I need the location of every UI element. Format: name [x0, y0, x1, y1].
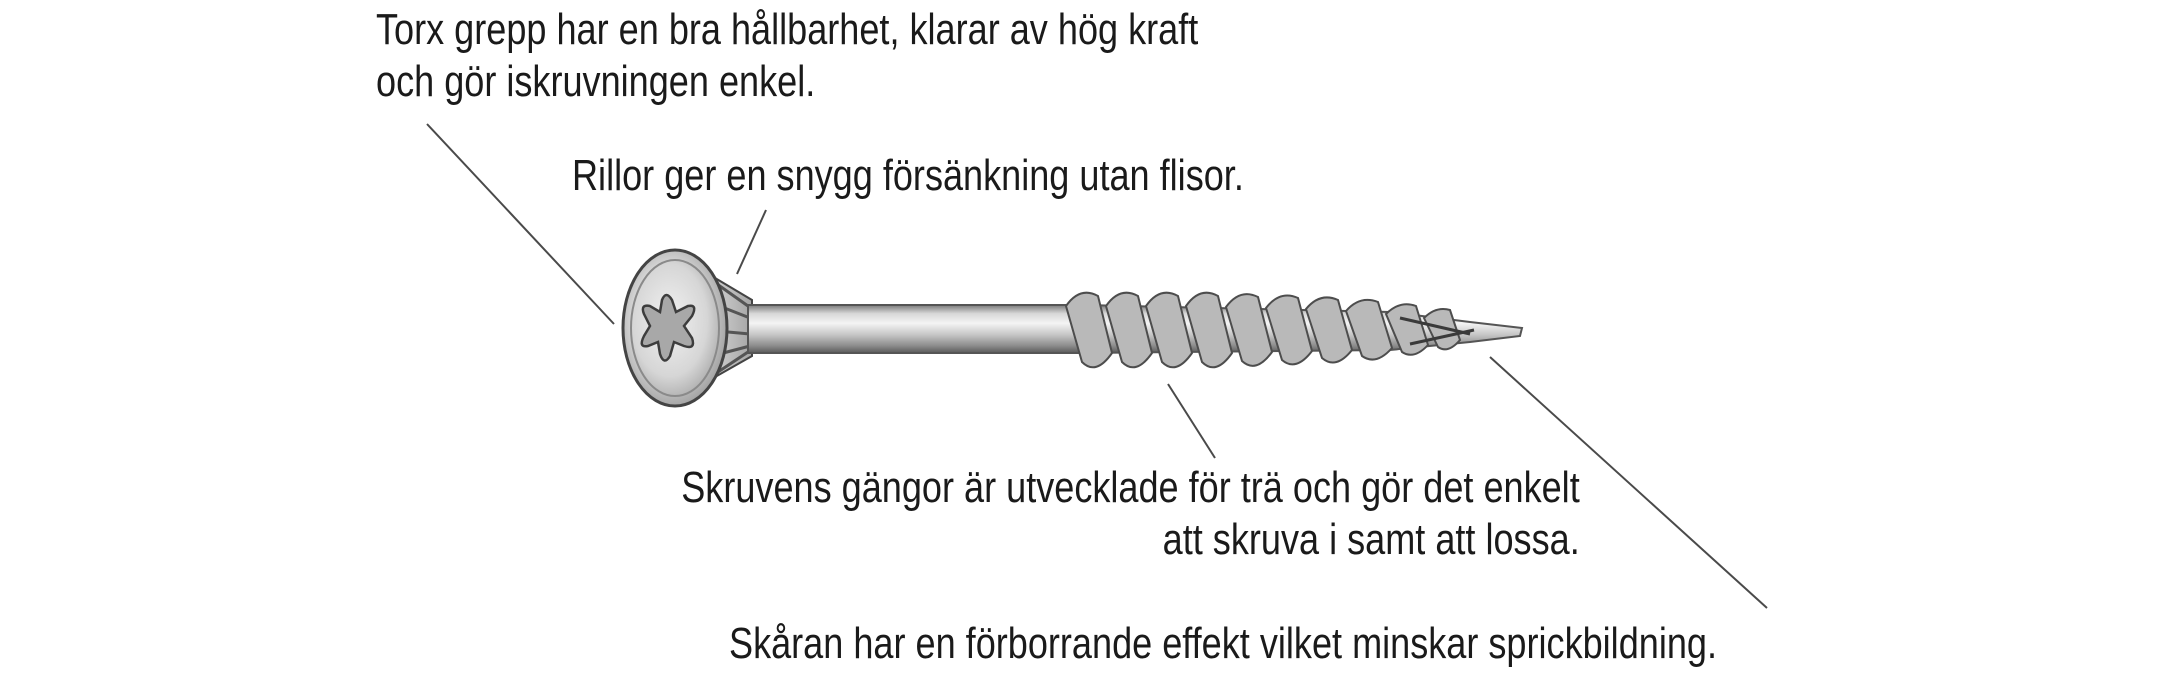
leader-line-gangor [1168, 384, 1215, 458]
annotation-torx-line-2: och gör iskruvningen enkel. [376, 57, 816, 106]
annotation-ribs [572, 150, 1244, 202]
annotation-skaran-line-1: Skåran har en förborrande effekt vilket minskar sprickbildning. [729, 619, 1718, 668]
torx-wood-screw-icon [623, 250, 1522, 406]
annotation-torx-line-1: Torx grepp har en bra hållbarhet, klarar av hög kraft [376, 5, 1199, 54]
leader-line-rillor [737, 210, 766, 274]
annotation-gangor-line-2: att skruva i samt att lossa. [1162, 515, 1580, 564]
annotation-gangor-line-1: Skruvens gängor är utvecklade för trä och gör det enkelt [681, 463, 1580, 512]
annotation-torx-grip [376, 4, 1198, 108]
screw-threads [1066, 293, 1460, 368]
annotation-threads [681, 462, 1580, 566]
annotation-rillor-line-1: Rillor ger en snygg försänkning utan flisor. [572, 151, 1244, 200]
screw-shank [748, 305, 1088, 353]
annotation-cutting-slot [729, 618, 1717, 670]
